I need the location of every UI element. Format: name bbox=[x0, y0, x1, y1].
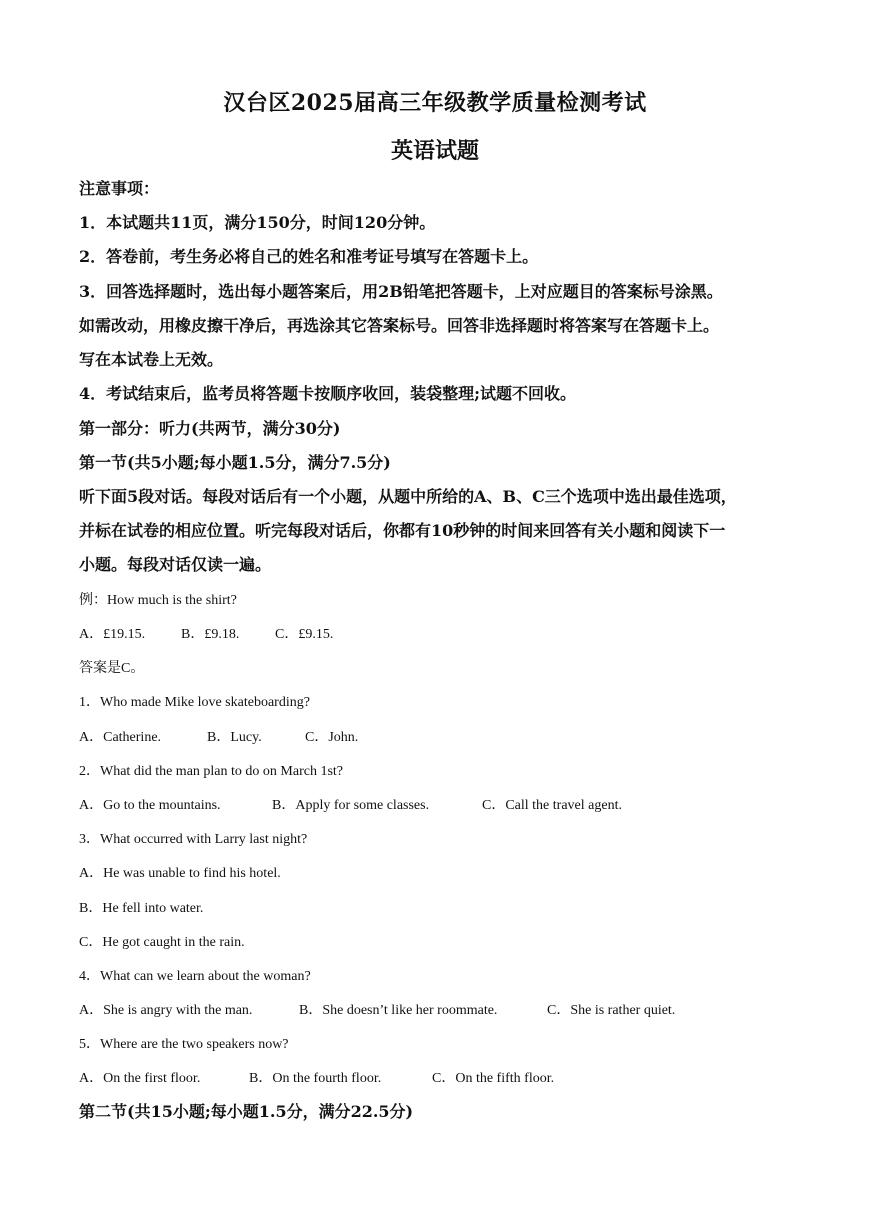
instruction-line: 并标在试卷的相应位置。听完每段对话后，你都有10秒钟的时间来回答有关小题和阅读下一 bbox=[79, 521, 726, 540]
option: A．On the first floor. bbox=[79, 1071, 201, 1086]
option: A．£19.15. bbox=[79, 627, 146, 642]
option: A．She is angry with the man. bbox=[79, 1003, 253, 1018]
notice-item: 4．考试结束后，监考员将答题卡按顺序收回，装袋整理;试题不回收。 bbox=[79, 384, 577, 403]
option: C．She is rather quiet. bbox=[547, 1003, 676, 1018]
question-5: 5．Where are the two speakers now? bbox=[79, 1037, 289, 1052]
option: C．He got caught in the rain. bbox=[79, 935, 245, 950]
notice-item: 1．本试题共11页，满分150分，时间120分钟。 bbox=[79, 213, 436, 232]
option: B．Apply for some classes. bbox=[272, 798, 430, 813]
notice-item: 写在本试卷上无效。 bbox=[79, 350, 224, 369]
option: C．John. bbox=[305, 730, 359, 745]
example-question: 例：How much is the shirt? bbox=[79, 593, 237, 608]
option: B．He fell into water. bbox=[79, 901, 204, 916]
part1-heading: 第一部分：听力(共两节，满分30分) bbox=[79, 419, 341, 438]
option: A．Go to the mountains. bbox=[79, 798, 221, 813]
option: A．He was unable to find his hotel. bbox=[79, 866, 281, 881]
notice-item: 2．答卷前，考生务必将自己的姓名和准考证号填写在答题卡上。 bbox=[79, 247, 539, 266]
instruction-line: 小题。每段对话仅读一遍。 bbox=[79, 555, 272, 574]
question-2: 2．What did the man plan to do on March 1st? bbox=[79, 764, 343, 779]
example-answer: 答案是C。 bbox=[79, 661, 145, 676]
section2-heading: 第二节(共15小题;每小题1.5分，满分22.5分) bbox=[79, 1102, 414, 1121]
question-1: 1．Who made Mike love skateboarding? bbox=[79, 695, 310, 710]
exam-title: 汉台区2025届高三年级教学质量检测考试 bbox=[223, 90, 647, 116]
option: C．On the fifth floor. bbox=[432, 1071, 555, 1086]
section1-heading: 第一节(共5小题;每小题1.5分，满分7.5分) bbox=[79, 453, 391, 472]
option: B．Lucy. bbox=[207, 730, 262, 745]
question-4: 4．What can we learn about the woman? bbox=[79, 969, 311, 984]
notice-item: 3．回答选择题时，选出每小题答案后，用2B铅笔把答题卡，上对应题目的答案标号涂黑。 bbox=[79, 282, 723, 301]
notice-heading: 注意事项： bbox=[79, 179, 160, 198]
question-3: 3．What occurred with Larry last night? bbox=[79, 832, 308, 847]
exam-subtitle: 英语试题 bbox=[390, 138, 479, 164]
option: C．Call the travel agent. bbox=[482, 798, 622, 813]
option: B．On the fourth floor. bbox=[249, 1071, 382, 1086]
notice-item: 如需改动，用橡皮擦干净后，再选涂其它答案标号。回答非选择题时将答案写在答题卡上。 bbox=[79, 316, 720, 335]
option: B．£9.18. bbox=[181, 627, 240, 642]
option: A．Catherine. bbox=[79, 730, 162, 745]
option: C．£9.15. bbox=[275, 627, 334, 642]
option: B．She doesn’t like her roommate. bbox=[299, 1003, 498, 1018]
instruction-line: 听下面5段对话。每段对话后有一个小题，从题中所给的A、B、C三个选项中选出最佳选项， bbox=[79, 487, 737, 506]
